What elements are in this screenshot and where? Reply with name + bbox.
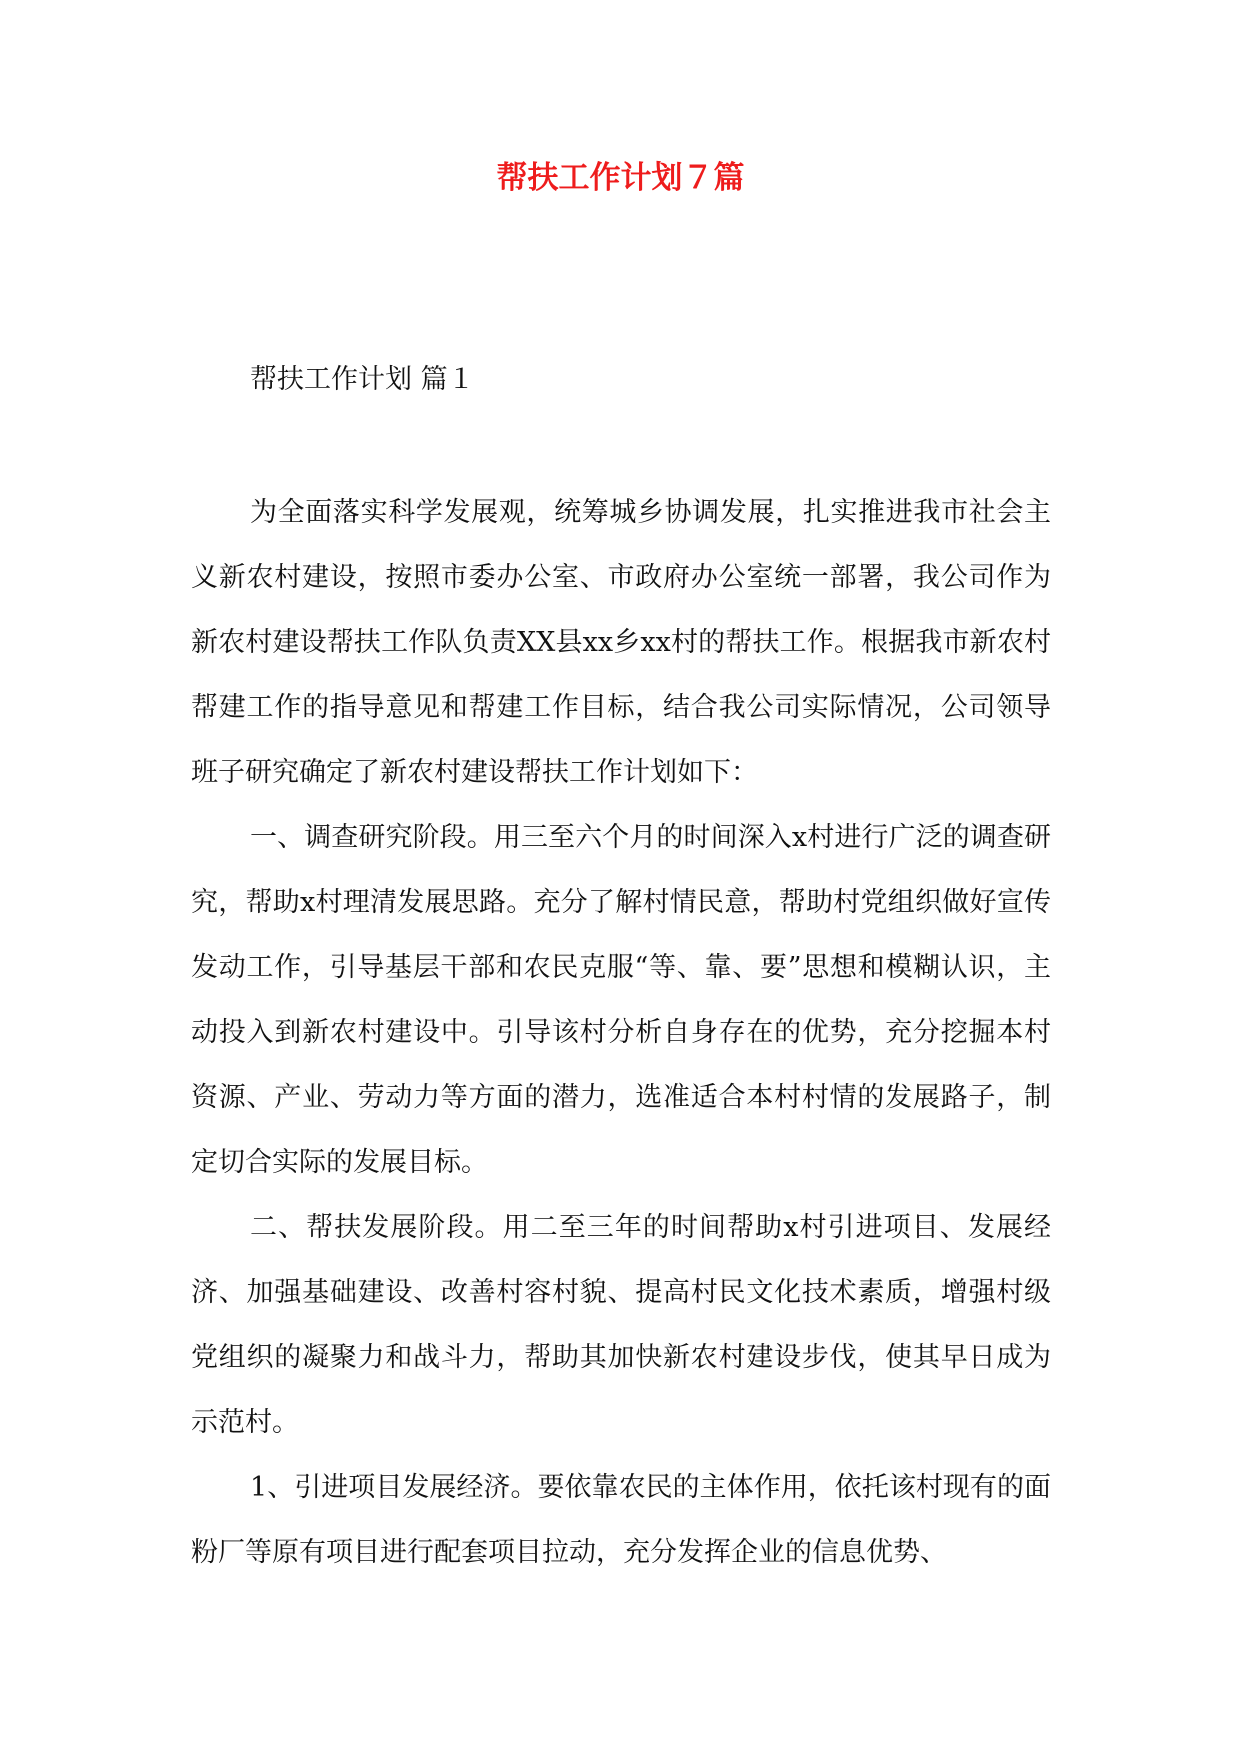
document-body xyxy=(191,480,1051,1585)
paragraph: 1、引进项目发展经济。要依靠农民的主体作用，依托该村现有的面粉厂等原有项目进行配套项目拉动，充分发挥企业的信息优势、 xyxy=(191,1472,1051,1568)
paragraph: 为全面落实科学发展观，统筹城乡协调发展，扎实推进我市社会主义新农村建设，按照市委办公室、市政府办公室统一部署，我公司作为新农村建设帮扶工作队负责XX县xx乡xx村的帮扶工作。根据我市新农村帮建工作的指导意见和帮建工作目标，结合我公司实际情况，公司领导班子研究确定了新农村建设帮扶工作计划如下： xyxy=(191,497,1051,788)
document-title: 帮扶工作计划７篇 xyxy=(496,160,745,196)
paragraph: 二、帮扶发展阶段。用二至三年的时间帮助x村引进项目、发展经济、加强基础建设、改善村容村貌、提高村民文化技术素质，增强村级党组织的凝聚力和战斗力，帮助其加快新农村建设步伐，使其早日成为示范村。 xyxy=(191,1212,1051,1438)
paragraph: 一、调查研究阶段。用三至六个月的时间深入x村进行广泛的调查研究，帮助x村理清发展思路。充分了解村情民意，帮助村党组织做好宣传发动工作，引导基层干部和农民克服“等、靠、要”思想和模糊认识，主动投入到新农村建设中。引导该村分析自身存在的优势，充分挖掘本村资源、产业、劳动力等方面的潜力，选准适合本村村情的发展路子，制定切合实际的发展目标。 xyxy=(191,822,1051,1178)
section-heading: 帮扶工作计划 篇１ xyxy=(250,364,475,395)
